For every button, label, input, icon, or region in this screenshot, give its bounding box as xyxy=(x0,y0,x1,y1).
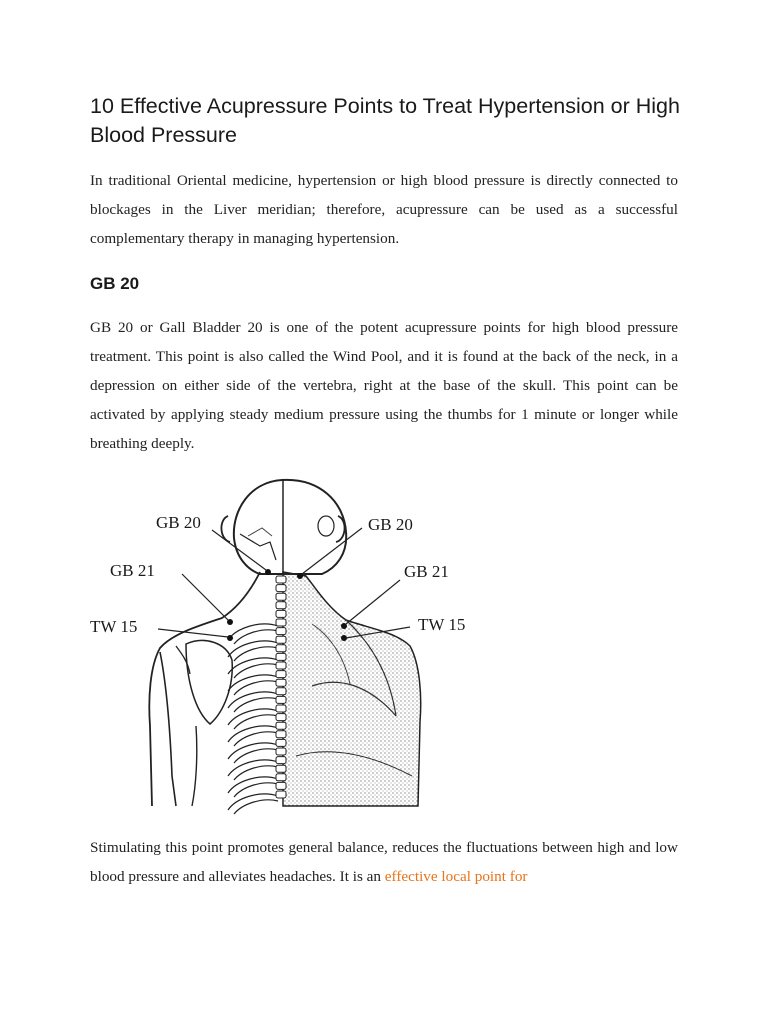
vertebra xyxy=(276,671,286,678)
vertebra xyxy=(276,636,286,643)
vertebra xyxy=(276,714,286,721)
vertebra xyxy=(276,679,286,686)
vertebra xyxy=(276,731,286,738)
section-heading: GB 20 xyxy=(90,274,140,293)
vertebra xyxy=(276,610,286,617)
vertebra xyxy=(276,782,286,789)
label-right-tw15: TW 15 xyxy=(418,615,466,634)
closing-paragraph xyxy=(90,833,678,891)
tw15-left-point xyxy=(227,635,233,641)
vertebra xyxy=(276,774,286,781)
acupressure-back-illustration xyxy=(90,476,500,806)
vertebra xyxy=(276,696,286,703)
label-right-gb21: GB 21 xyxy=(404,562,449,581)
vertebra xyxy=(276,585,286,592)
article-title: 10 Effective Acupressure Points to Treat Hypertension or High Blood Pressure xyxy=(90,94,680,147)
vertebra xyxy=(276,593,286,600)
label-left-gb21: GB 21 xyxy=(110,561,155,580)
vertebra xyxy=(276,662,286,669)
vertebra xyxy=(276,765,286,772)
vertebra xyxy=(276,653,286,660)
label-right-gb20: GB 20 xyxy=(368,515,413,534)
vertebra xyxy=(276,619,286,626)
label-left-tw15: TW 15 xyxy=(90,617,138,636)
vertebra xyxy=(276,722,286,729)
vertebra xyxy=(276,791,286,798)
section-paragraph: GB 20 or Gall Bladder 20 is one of the potent acupressure points for high blood pressure treatment. This point is also called the Wind Pool, and it is found at the back of the neck, in a depression on either side of the vertebra, right at the base of the skull. This point can be activated by applying steady medium pressure using the thumbs for 1 minute or longer while breathing deeply. xyxy=(90,319,678,452)
vertebra xyxy=(276,628,286,635)
vertebra xyxy=(276,602,286,609)
label-left-gb20: GB 20 xyxy=(156,513,201,532)
closing-text: Stimulating this point promotes general balance, reduces the fluctuations between high and low blood pressure and alleviates headaches. It is an xyxy=(90,839,678,885)
rib-line xyxy=(228,794,278,814)
vertebra xyxy=(276,748,286,755)
vertebra xyxy=(276,705,286,712)
back-anatomy-drawing xyxy=(90,476,500,806)
vertebra xyxy=(276,757,286,764)
intro-paragraph: In traditional Oriental medicine, hypertension or high blood pressure is directly connected to blockages in the Liver meridian; therefore, acupressure can be used as a successful complementary therapy in managing hypertension. xyxy=(90,172,678,247)
vertebra xyxy=(276,688,286,695)
vertebra xyxy=(276,576,286,583)
effective-local-point-link[interactable]: effective local point for xyxy=(384,868,528,885)
vertebra xyxy=(276,645,286,652)
vertebra xyxy=(276,739,286,746)
